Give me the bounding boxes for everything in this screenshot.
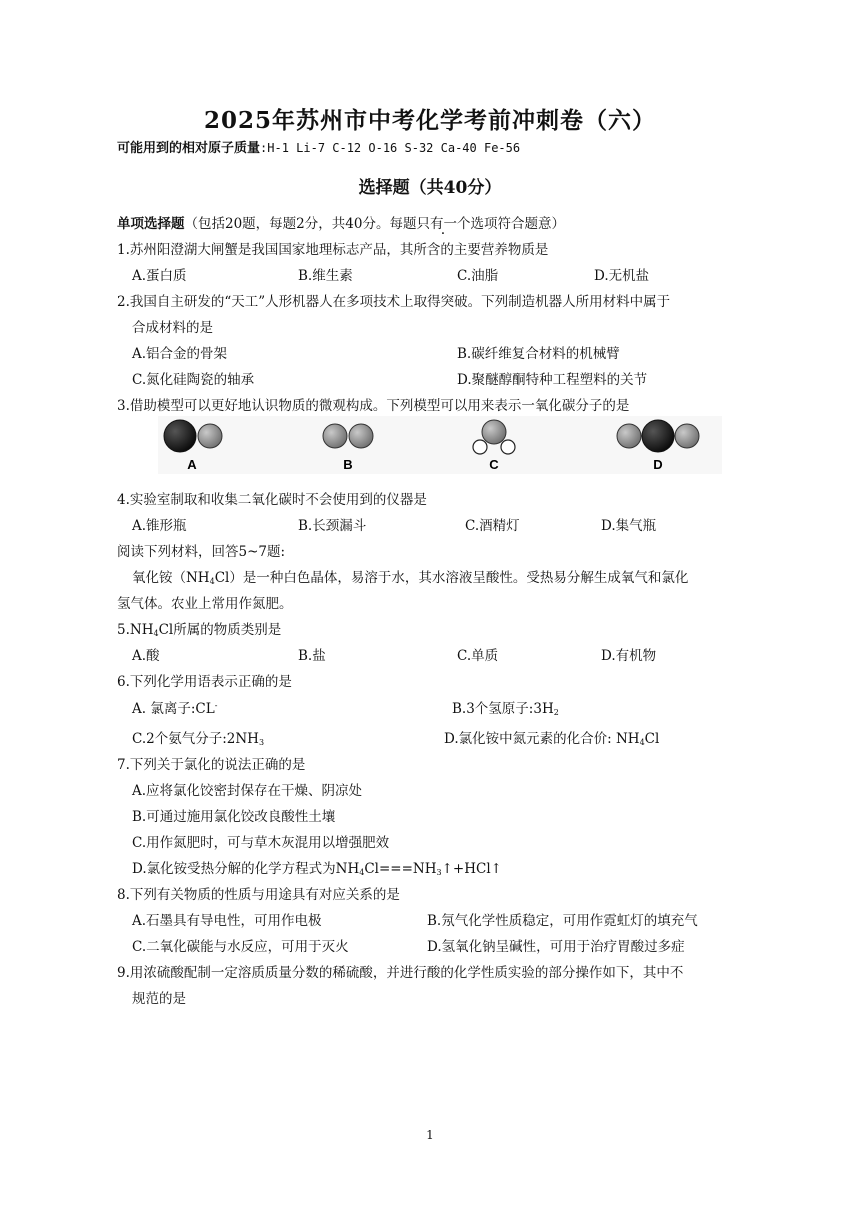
section-intro — [117, 212, 565, 232]
q3-stem: 3.借助模型可以更好地认识物质的微观构成。下列模型可以用来表示一氧化碳分子的是 — [117, 398, 630, 414]
q6-option-b-sub: 2 — [553, 708, 559, 717]
q8-option-b: B.氖气化学性质稳定，可用作霓虹灯的填充气 — [427, 913, 698, 929]
q1-option-c: C.油脂 — [457, 268, 499, 284]
q6-option-c-sub: 3 — [258, 738, 265, 747]
q2-option-a: A.铝合金的骨架 — [132, 346, 228, 362]
q5-option-b: B.盐 — [298, 648, 326, 664]
q6-option-a-sup: - — [214, 701, 218, 710]
q4-stem: 4.实验室制取和收集二氧化碳时不会使用到的仪器是 — [117, 492, 427, 508]
model-a-label: A — [187, 457, 197, 472]
q8-option-d: D.氢氧化钠呈碱性，可用于治疗胃酸过多症 — [427, 939, 685, 955]
section-title: 选择题（共40分） — [358, 178, 502, 198]
q4-option-b: B.长颈漏斗 — [298, 518, 367, 534]
q6-option-a-text: A. 氯离子:CL — [132, 701, 215, 717]
q6-option-d-a: D.氯化铵中氮元素的化合价: NH — [444, 731, 640, 747]
q6-option-b-text: B.3个氢原子:3H — [452, 701, 554, 717]
q6-option-b — [452, 697, 559, 717]
page-number: 1 — [426, 1128, 434, 1142]
q4-option-c: C.酒精灯 — [465, 518, 520, 534]
q2-option-b: B.碳纤维复合材料的机械臂 — [457, 346, 620, 362]
q7-option-c: C.用作氮肥时，可与草木灰混用以增强肥效 — [132, 835, 390, 851]
q7-stem: 7.下列关于氯化的说法正确的是 — [117, 757, 306, 773]
q6-option-a — [132, 697, 217, 717]
q6-option-c-text: C.2个氨气分子:2NH — [132, 731, 259, 747]
q2-stem-2: 合成材料的是 — [132, 320, 213, 336]
atomic-masses-label: 可能用到的相对原子质量 — [117, 141, 261, 156]
model-b-label: B — [343, 457, 353, 472]
reading-p1-a: 氧化铵（NH — [132, 570, 210, 586]
q2-option-c: C.氮化硅陶瓷的轴承 — [132, 372, 255, 388]
q1-option-b: B.维生素 — [298, 268, 353, 284]
q6-option-d-sub: 4 — [639, 738, 645, 747]
reading-paragraph-2: 氢气体。农业上常用作氮肥。 — [117, 596, 293, 612]
q6-stem: 6.下列化学用语表示正确的是 — [117, 674, 292, 690]
atomic-masses-values: :H-1 Li-7 C-12 O-16 S-32 Ca-40 Fe-56 — [260, 141, 521, 155]
model-c-label: C — [489, 457, 499, 472]
q4-option-a: A.锥形瓶 — [132, 518, 187, 534]
molecule-models — [150, 414, 730, 476]
q5-stem-a: 5.NH — [117, 622, 154, 638]
q5-option-d: D.有机物 — [601, 648, 657, 664]
q7-option-d-sub-4: 4 — [359, 868, 365, 877]
q7-option-d-sub-3: 3 — [436, 868, 442, 877]
q6-option-c — [132, 727, 264, 747]
q5-option-a: A.酸 — [132, 648, 160, 664]
model-d — [617, 420, 699, 452]
q6-option-d — [444, 727, 659, 747]
q7-option-d-b: Cl===NH — [364, 861, 437, 877]
q9-stem-2: 规范的是 — [132, 991, 186, 1007]
q6-option-d-b: Cl — [644, 731, 660, 747]
reading-lead: 阅读下列材料，回答5~7题: — [117, 544, 286, 560]
q7-option-a: A.应将氯化饺密封保存在干燥、阴凉处 — [132, 783, 363, 799]
q8-stem: 8.下列有关物质的性质与用途具有对应关系的是 — [117, 887, 400, 903]
intro-bold: 单项选择题 — [117, 216, 185, 232]
q2-stem-1: 2.我国自主研发的“天工”人形机器人在多项技术上取得突破。下列制造机器人所用材料中属于 — [117, 294, 671, 310]
reading-p1-sub: 4 — [209, 577, 215, 586]
q2-option-d: D.聚醚醇酮特种工程塑料的关节 — [457, 372, 648, 388]
atomic-masses — [117, 137, 520, 156]
intro-emphasis: 只有一个 — [416, 216, 471, 232]
q8-option-a: A.石墨具有导电性，可用作电极 — [132, 913, 322, 929]
q8-option-c: C.二氧化碳能与水反应，可用于灭火 — [132, 939, 349, 955]
q5-stem-b: Cl所属的物质类别是 — [158, 622, 282, 638]
intro-text-b: 选项符合题意） — [470, 216, 565, 232]
q5-stem-sub: 4 — [153, 629, 159, 638]
q1-option-d: D.无机盐 — [594, 268, 650, 284]
q7-option-b: B.可通过施用氯化饺改良酸性土壤 — [132, 809, 336, 825]
q1-stem: 1.苏州阳澄湖大闸蟹是我国国家地理标志产品，其所含的主要营养物质是 — [117, 242, 549, 258]
q7-option-d-c: ↑+HCl↑ — [441, 861, 502, 877]
q5-option-c: C.单质 — [457, 648, 499, 664]
q9-stem-1: 9.用浓硫酸配制一定溶质质量分数的稀硫酸，并进行酸的化学性质实验的部分操作如下，其中不 — [117, 965, 684, 981]
page-title: 2025年苏州市中考化学考前冲刺卷（六） — [203, 107, 656, 134]
q1-option-a: A.蛋白质 — [132, 268, 187, 284]
reading-p1-b: Cl）是一种白色晶体，易溶于水，其水溶液呈酸性。受热易分解生成氧气和氯化 — [214, 570, 689, 586]
q7-option-d — [132, 857, 502, 877]
intro-text-a: （包括20题，每题2分，共40分。每题 — [184, 216, 417, 232]
q4-option-d: D.集气瓶 — [601, 518, 657, 534]
q5-stem — [117, 618, 281, 638]
q7-option-d-a: D.氯化铵受热分解的化学方程式为NH — [132, 861, 360, 877]
model-d-label: D — [653, 457, 663, 472]
reading-paragraph-1 — [132, 566, 688, 586]
